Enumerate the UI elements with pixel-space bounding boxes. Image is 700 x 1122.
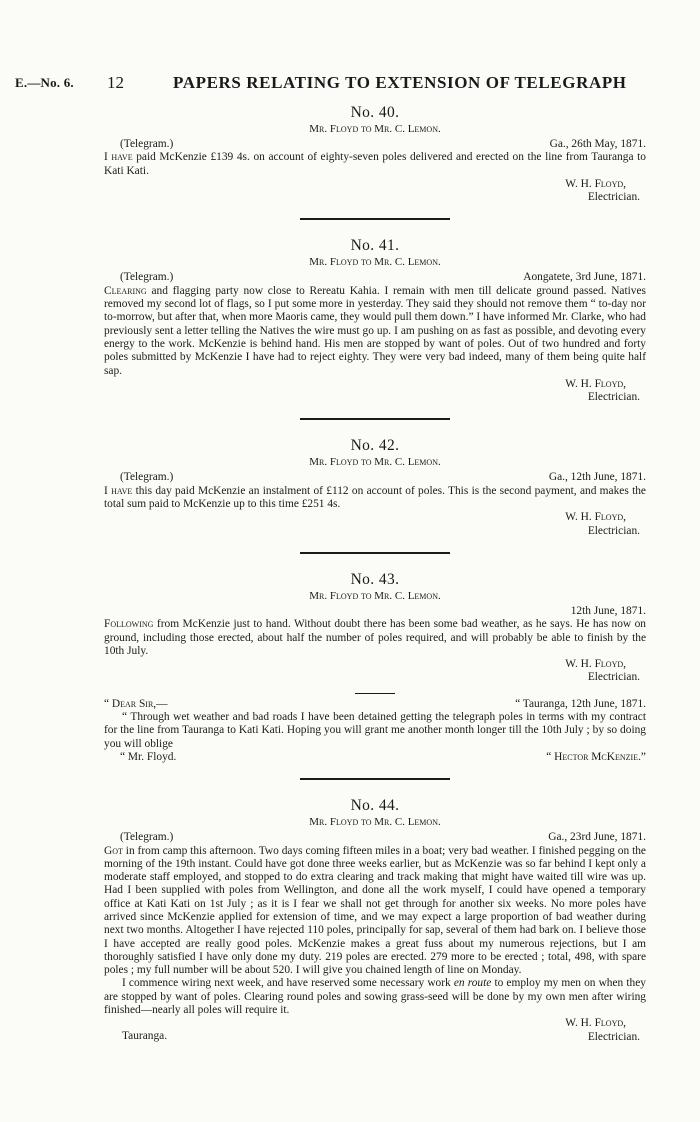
item-type: (Telegram.) — [120, 271, 174, 284]
letter-head — [104, 698, 646, 711]
item-number: No. 40. — [350, 104, 400, 121]
item-from-to: Mr. Floyd to Mr. C. Lemon. — [309, 816, 441, 829]
page-number: 12 — [107, 73, 124, 92]
item-number: No. 43. — [350, 570, 400, 588]
section-divider — [300, 778, 450, 780]
item-from-to: Mr. Floyd to Mr. C. Lemon. — [309, 456, 441, 469]
item-lead: Clearing — [104, 284, 147, 297]
signature-role: Electrician. — [587, 391, 640, 404]
telegram-no-43 — [104, 570, 646, 764]
signature-name: W. H. Floyd, — [565, 177, 626, 190]
letter-salutation: “ Dear Sir,— — [104, 697, 168, 710]
signature-name: W. H. Floyd, — [565, 511, 626, 524]
section-divider — [300, 218, 450, 220]
section-divider — [300, 418, 450, 420]
item-place-date: Ga., 23rd June, 1871. — [548, 831, 646, 844]
telegram-line — [104, 271, 646, 284]
telegram-line — [104, 138, 646, 151]
signature — [104, 378, 646, 405]
signature — [104, 658, 646, 685]
item-number: No. 44. — [350, 797, 400, 815]
signature — [565, 1017, 646, 1044]
telegram-no-40 — [104, 103, 646, 204]
signature — [104, 511, 646, 538]
running-title: PAPERS RELATING TO EXTENSION OF TELEGRAPH — [173, 73, 627, 92]
item-lead: I have — [104, 151, 133, 164]
item-from-to: Mr. Floyd to Mr. C. Lemon. — [309, 589, 441, 602]
page-body — [104, 103, 646, 1044]
item-number: No. 42. — [350, 437, 400, 455]
item-place-date: 12th June, 1871. — [570, 604, 646, 617]
signature — [104, 178, 646, 205]
signature-role: Electrician. — [587, 524, 640, 537]
signature-role: Electrician. — [587, 1030, 640, 1043]
telegram-no-41 — [104, 236, 646, 404]
item-from-to: Mr. Floyd to Mr. C. Lemon. — [309, 256, 441, 269]
item-type: (Telegram.) — [120, 831, 174, 844]
telegram-line — [104, 831, 646, 844]
item-from-to: Mr. Floyd to Mr. C. Lemon. — [309, 123, 441, 135]
item-place-date: Aongatete, 3rd June, 1871. — [523, 271, 646, 284]
signature-role: Electrician. — [587, 191, 640, 204]
closing-block — [104, 1017, 646, 1044]
section-divider — [300, 552, 450, 554]
letter-to: “ Mr. Floyd. — [120, 750, 177, 763]
signature-role: Electrician. — [587, 671, 640, 684]
telegram-line — [104, 605, 646, 618]
letter-body: “ Through wet weather and bad roads I have been detained getting the telegraph poles in terms with my contract for the line from Tauranga to Kati Kati. Hoping you will grant me another month longer till the 10th July ; by so doing you will oblige — [104, 711, 646, 750]
place-of-origin: Tauranga. — [122, 1030, 168, 1043]
item-lead: I have — [104, 484, 133, 497]
signature-name: W. H. Floyd, — [565, 377, 626, 390]
page-header — [0, 73, 700, 95]
telegram-no-44 — [104, 796, 646, 1044]
signature-name: W. H. Floyd, — [565, 658, 626, 671]
letter-address: “ Tauranga, 12th June, 1871. — [515, 697, 646, 710]
item-number: No. 41. — [350, 237, 400, 255]
item-lead: Got — [104, 844, 123, 857]
item-type: (Telegram.) — [120, 138, 174, 150]
item-body: Clearing and flagging party now close to Rereatu Kahia. I remain with men till delicate ground passed. Natives removed my second lot of flags, so I put some more in yesterday. They said they should not remove them “ to-day nor to-morrow, but after that, when more Maoris came, they would pull them down.” I have informed Mr. Clarke, who had previously sent a letter telling the Natives the wire must go up. I am pushing on as fast as possible, and devoting every energy to the work. McKenzie is behind hand. His men are stopped by want of poles. Out of two hundred and forty poles submitted by McKenzie I have had to reject eighty. They were very bad indeed, many of them being quite half sap. — [104, 284, 646, 377]
item-body-paragraph-2: I commence wiring next week, and have reserved some necessary work en route to employ my men on when they are stopped by want of poles. Clearing round poles and sowing grass-seed will be done by my own men after wiring finished—nearly all poles will require it. — [104, 977, 646, 1017]
letter-closing — [104, 751, 646, 764]
item-place-date: Ga., 26th May, 1871. — [549, 138, 646, 150]
signature-name: W. H. Floyd, — [565, 1017, 626, 1030]
enclosure-divider — [355, 693, 395, 694]
item-body: Following from McKenzie just to hand. Without doubt there has been some bad weather, as he says. He has now on ground, including those erected, about half the number of poles required, and will probably be able to finish by the 10th July. — [104, 618, 646, 657]
item-lead: Following — [104, 618, 154, 631]
telegram-line — [104, 471, 646, 484]
item-place-date: Ga., 12th June, 1871. — [548, 471, 646, 484]
item-body: I have paid McKenzie £139 4s. on account of eighty-seven poles delivered and erected on the line from Tauranga to Kati Kati. — [104, 151, 646, 177]
item-body: Got in from camp this afternoon. Two days coming fifteen miles in a boat; very bad weather. I finished pegging on the morning of the 19th instant. Could have got done three weeks earlier, but as McKenzie was so far behind I kept only a moderate staff employed, and stopped to do extra clearing and track making that might have waited till wire was up. Had I been supplied with poles from Wellington, and done all the work myself, I could have opened a temporary office at Kati Kati on 1st July ; as it is I fear we shall not get through for another six weeks. No more poles have arrived since McKenzie applied for extension of time, and we may expect a large proportion of bad weather during next two months. Altogether I have rejected 110 poles, principally for sap, several of them had bark on. I believe those I have accepted are really good poles. McKenzie makes a great fuss about my numerous rejections, but I am thoroughly satisfied I have only done my duty. 219 poles are erected. 279 more to be erected ; total, 498, with spare poles ; my full number will be about 520. I will give you chained length of line on Monday. — [104, 844, 646, 977]
document-reference: E.—No. 6. — [15, 75, 74, 90]
item-body: I have this day paid McKenzie an instalment of £112 on account of poles. This is the second payment, and makes the total sum paid to McKenzie up to this time £251 4s. — [104, 484, 646, 511]
item-type: (Telegram.) — [120, 471, 174, 484]
telegram-no-42 — [104, 436, 646, 537]
letter-signed: “ Hector McKenzie.” — [546, 750, 646, 763]
